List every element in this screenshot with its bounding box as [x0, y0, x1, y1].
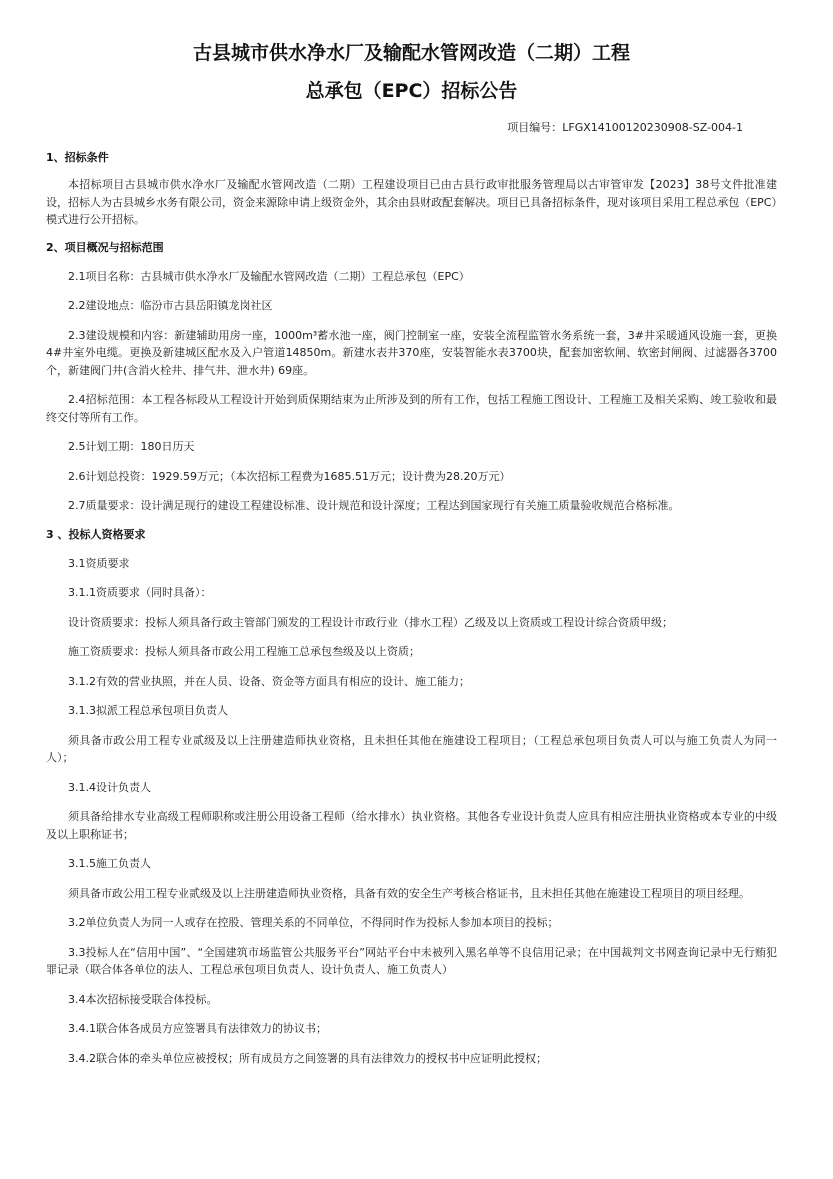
paragraph: 3.1资质要求 — [68, 556, 130, 570]
section-1-heading: 1、招标条件 — [46, 151, 109, 164]
paragraph: 3.1.3拟派工程总承包项目负责人 — [68, 704, 228, 717]
paragraph: 须具备市政公用工程专业贰级及以上注册建造师执业资格，具备有效的安全生产考核合格证书，且未担任其他在施建设工程项目的项目经理。 — [68, 886, 750, 900]
paragraph: 设计资质要求：投标人须具备行政主管部门颁发的工程设计市政行业（排水工程）乙级及以上资质或工程设计综合资质甲级； — [68, 615, 673, 629]
paragraph: 3.4.2联合体的牵头单位应被授权；所有成员方之间签署的具有法律效力的授权书中应证明此授权； — [68, 1051, 547, 1065]
paragraph: 3.4本次招标接受联合体投标。 — [68, 992, 218, 1006]
paragraph: 2.6计划总投资：1929.59万元；（本次招标工程费为1685.51万元；设计费为28.20万元） — [68, 469, 511, 483]
paragraph: 2.1项目名称：古县城市供水净水厂及输配水管网改造（二期）工程总承包（EPC） — [68, 269, 470, 283]
paragraph: 3.4.1联合体各成员方应签署具有法律效力的协议书； — [68, 1022, 327, 1035]
paragraph: 须具备市政公用工程专业贰级及以上注册建造师执业资格，且未担任其他在施建设工程项目；（工程总承包项目负责人可以与施工负责人为同一人）； — [46, 733, 777, 764]
paragraph: 2.2建设地点：临汾市古县岳阳镇龙岗社区 — [68, 299, 273, 312]
paragraph: 2.5计划工期：180日历天 — [68, 440, 195, 453]
paragraph: 3.3投标人在“信用中国”、“全国建筑市场监管公共服务平台”网站平台中未被列入黑名单等不良信用记录；在中国裁判文书网查询记录中无行贿犯罪记录（联合体各单位的法人、工程总承包项目负责人、设计负责人、施工负责人） — [46, 945, 777, 976]
paragraph: 3.1.5施工负责人 — [68, 857, 151, 870]
section-2-heading: 2、项目概况与招标范围 — [46, 240, 164, 254]
doc-title-line1: 古县城市供水净水厂及输配水管网改造（二期）工程 — [192, 42, 630, 64]
section-3-heading: 3 、投标人资格要求 — [46, 527, 146, 541]
paragraph: 2.7质量要求：设计满足现行的建设工程建设标准、设计规范和设计深度；工程达到国家现行有关施工质量验收规范合格标准。 — [68, 499, 680, 512]
doc-title-line2: 总承包（EPC）招标公告 — [305, 80, 518, 102]
paragraph: 2.3建设规模和内容：新建辅助用房一座，1000m³蓄水池一座，阀门控制室一座，安装全流程监管水务系统一套，3#井采暖通风设施一套，更换4#井室外电缆。更换及新建城区配水及入户管道14850m。新建水表井370座，安装智能水表3700块，配套加密软闸、软密封闸阀、过滤器各3700个，新建阀门井(含消火栓井、排气井、泄水井) 69座。 — [46, 328, 777, 377]
paragraph: 3.2单位负责人为同一人或存在控股、管理关系的不同单位，不得同时作为投标人参加本项目的投标； — [68, 916, 559, 929]
project-number: 项目编号：LFGX14100120230908-SZ-004-1 — [507, 121, 743, 134]
paragraph: 施工资质要求：投标人须具备市政公用工程施工总承包叁级及以上资质； — [68, 645, 420, 658]
paragraph: 3.1.2有效的营业执照，并在人员、设备、资金等方面具有相应的设计、施工能力； — [68, 674, 470, 688]
paragraph: 2.4招标范围：本工程各标段从工程设计开始到质保期结束为止所涉及到的所有工作，包括工程施工图设计、工程施工及相关采购、竣工验收和最终交付等所有工作。 — [46, 393, 777, 424]
paragraph: 3.1.1资质要求（同时具备）： — [68, 586, 212, 599]
paragraph: 本招标项目古县城市供水净水厂及输配水管网改造（二期）工程建设项目已由古县行政审批服务管理局以古审管审发【2023】38号文件批准建设，招标人为古县城乡水务有限公司，资金来源除申请上级资金外，其余由县财政配套解决。项目已具备招标条件，现对该项目采用工程总承包（EPC）模式进行公开招标。 — [46, 178, 777, 226]
paragraph: 须具备给排水专业高级工程师职称或注册公用设备工程师（给水排水）执业资格。其他各专业设计负责人应具有相应注册执业资格或本专业的中级及以上职称证书； — [46, 810, 777, 841]
paragraph: 3.1.4设计负责人 — [68, 780, 151, 794]
